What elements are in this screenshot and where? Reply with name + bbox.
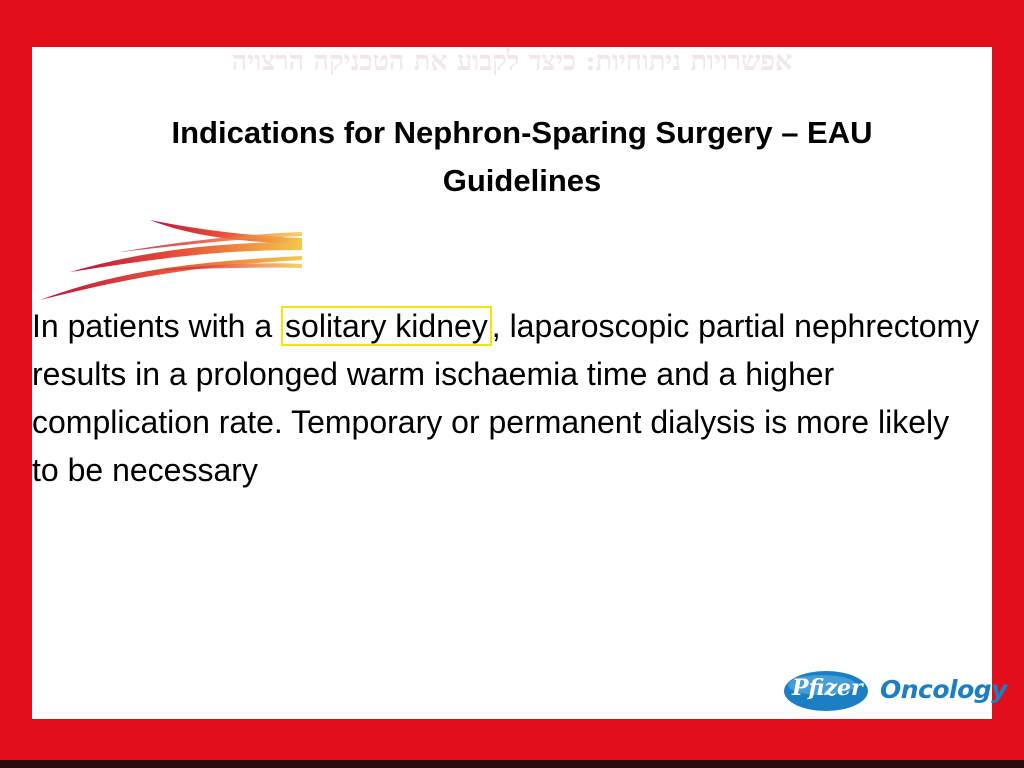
logo-division-text: Oncology	[880, 675, 1007, 704]
logo-brand-text: Pfizer	[792, 675, 863, 701]
slide-title: Indications for Nephron-Sparing Surgery – EAU Guidelines	[171, 115, 873, 198]
highlighted-term: solitary kidney	[281, 306, 492, 346]
body-text-after: , laparoscopic partial nephrectomy results in a prolonged warm ischaemia time and a higher complication rate. Temporary or permanent dialysis is more likely to be necessary	[32, 308, 980, 488]
hebrew-watermark-heading: אפשרויות ניתוחיות: כיצד לקבוע את הטכניקה הרצויה	[231, 46, 793, 77]
slide-canvas	[32, 46, 1007, 719]
body-paragraph	[32, 302, 982, 494]
bottom-band	[0, 760, 1024, 768]
pfizer-oncology-logo	[780, 665, 1007, 719]
swoosh-graphic	[40, 212, 310, 302]
body-text-before: In patients with a	[32, 308, 282, 344]
